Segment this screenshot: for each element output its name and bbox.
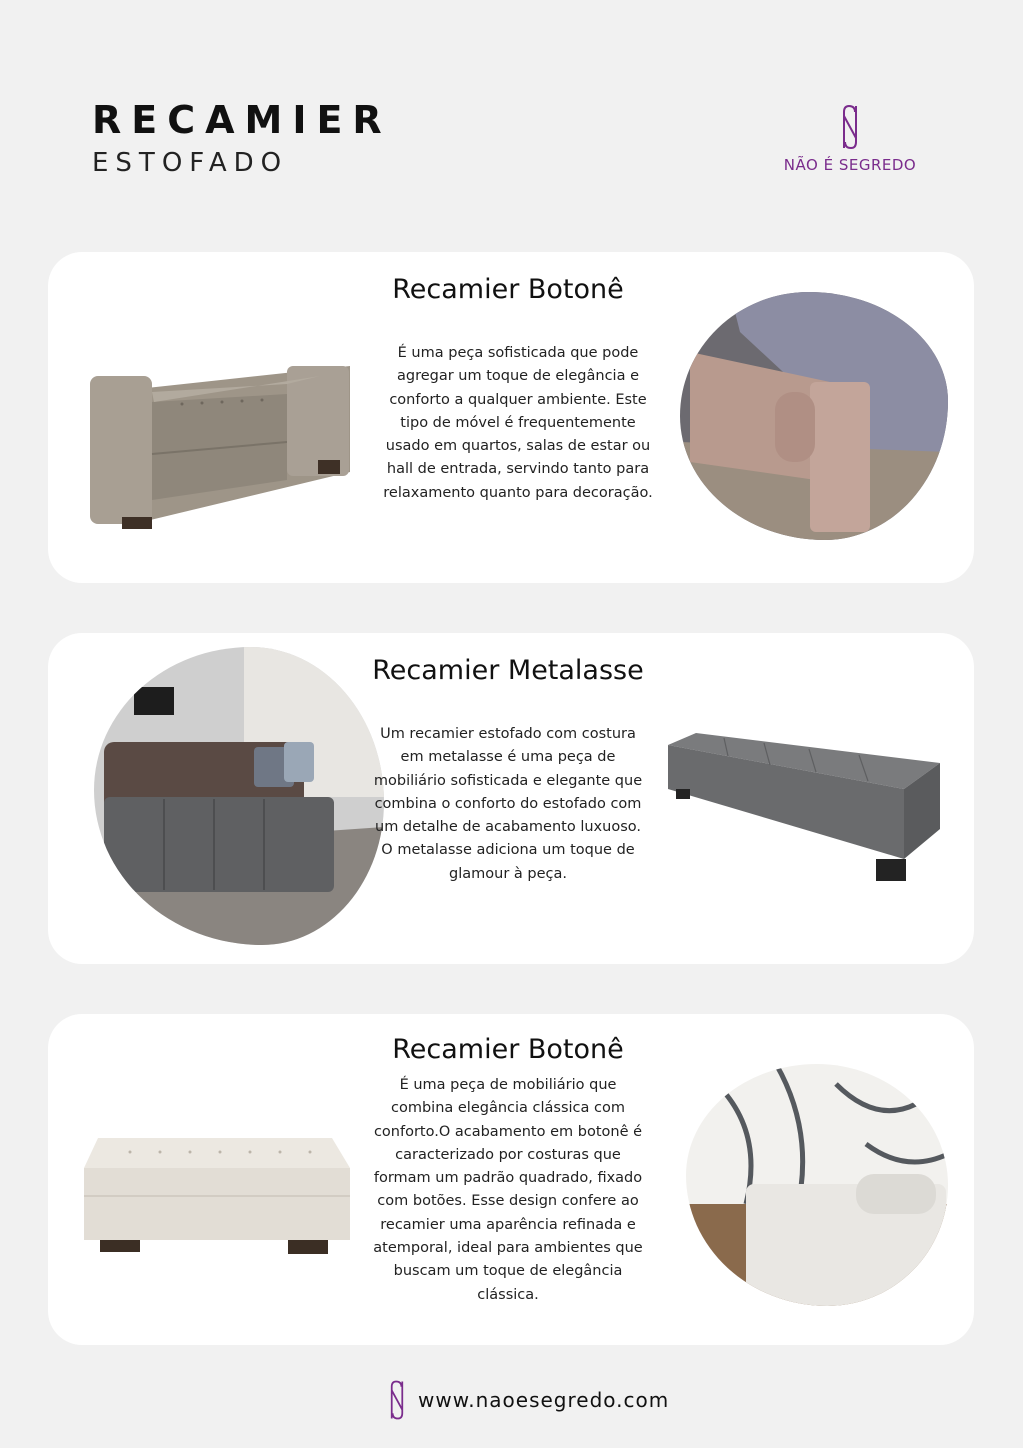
brand-monogram-icon: [838, 102, 862, 152]
recamier-metalasse-room-photo: [94, 647, 384, 945]
product-card-3: [48, 1014, 974, 1345]
page-title: RECAMIER: [92, 98, 392, 142]
page-subtitle: ESTOFADO: [92, 148, 289, 178]
brand-logo: [780, 102, 920, 174]
recamier-botone-white-room-photo: [686, 1064, 948, 1306]
card-title: Recamier Botonê: [392, 1034, 624, 1065]
brand-name: NÃO É SEGREDO: [783, 156, 917, 174]
recamier-botone-room-photo: [680, 292, 948, 540]
card-title: Recamier Botonê: [392, 274, 624, 305]
recamier-metalasse-product-image: [664, 729, 942, 889]
recamier-botone-white-product-image: [80, 1132, 354, 1262]
footer: [386, 1378, 669, 1422]
website-link[interactable]: www.naoesegredo.com: [418, 1388, 670, 1412]
product-card-2: [48, 633, 974, 964]
product-card-1: [48, 252, 974, 583]
brand-monogram-icon: [386, 1378, 408, 1422]
recamier-botone-product-image: [82, 362, 354, 532]
card-description: É uma peça sofisticada que pode agregar um toque de elegância e conforto a qualquer ambiente. Este tipo de móvel é frequentemente usado em quartos, salas de estar ou hall de entrada, servindo tanto para relaxamento quanto para decoração.: [383, 345, 653, 501]
card-description: Um recamier estofado com costura em metalasse é uma peça de mobiliário sofisticada e elegante que combina o conforto do estofado com um detalhe de acabamento luxuoso. O metalasse adiciona um toque de glamour à peça.: [373, 726, 643, 882]
card-title: Recamier Metalasse: [372, 655, 644, 686]
card-description: É uma peça de mobiliário que combina elegância clássica com conforto.O acabamento em botonê é caracterizado por costuras que formam um padrão quadrado, fixado com botões. Esse design confere ao recamier uma aparência refinada e atemporal, ideal para ambientes que buscam um toque de elegância clássica.: [373, 1077, 643, 1303]
